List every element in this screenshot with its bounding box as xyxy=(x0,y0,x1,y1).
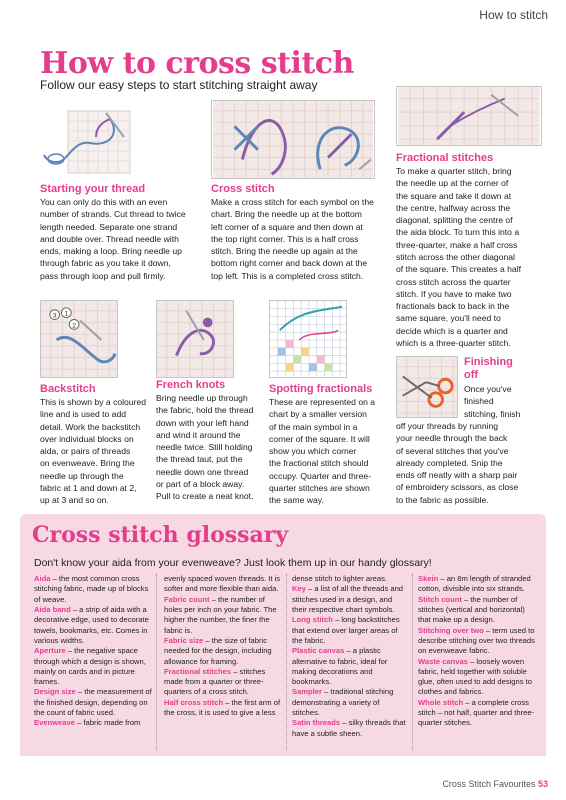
glossary-definition: – traditional stitching demonstrating a variety of stitches. xyxy=(292,687,394,718)
text-line: cross stitch across the quarter xyxy=(396,276,511,287)
text-line: three-quarter, make a half cross xyxy=(396,239,518,250)
text-line: bottom right corner and back down at the xyxy=(211,258,368,269)
glossary-entry xyxy=(292,687,408,718)
glossary-entry xyxy=(164,574,282,595)
text-line: the centre, halfway across the xyxy=(396,202,511,213)
text-line: of several stitches that you've xyxy=(396,445,509,456)
text-line: the same way. xyxy=(269,495,324,506)
text-line: corner of the square. It will xyxy=(269,433,370,444)
glossary-entry xyxy=(292,584,408,615)
glossary-entry xyxy=(418,698,538,729)
glossary-entry xyxy=(418,626,538,657)
text-line: Pull to create a neat knot. xyxy=(156,491,254,502)
glossary-entry xyxy=(164,595,282,636)
text-line: of embroidery scissors, as close xyxy=(396,482,519,493)
glossary-title: Cross stitch glossary xyxy=(32,522,289,548)
text-line: needle down one thread xyxy=(156,466,249,477)
finishing-title-line: Finishing xyxy=(464,356,513,368)
glossary-term: Aida xyxy=(34,574,51,583)
text-line: through fabric as you take it down, xyxy=(40,258,171,269)
text-line: Bring needle up through xyxy=(156,393,248,403)
glossary-definition: – the size of fabric needed for the design, including allowance for framing. xyxy=(164,635,272,666)
text-line: same square, you'll need to xyxy=(396,313,501,324)
french-knots-title: French knots xyxy=(156,379,226,391)
finishing-off-text xyxy=(396,420,546,506)
text-line: already completed. Snip the xyxy=(396,457,503,468)
glossary-entry xyxy=(164,636,282,667)
glossary-term: Half cross stitch xyxy=(164,697,224,707)
backstitch-image xyxy=(41,301,117,377)
text-line: occupy. Quarter and three- xyxy=(269,470,372,481)
glossary-panel xyxy=(20,514,546,756)
glossary-term: Aperture xyxy=(34,646,66,656)
text-line: the square and take it down at xyxy=(396,190,512,201)
text-line: pass through loop and pull firmly. xyxy=(40,270,166,281)
cross-stitch-illustration xyxy=(211,100,375,179)
glossary-column-1 xyxy=(34,574,152,729)
text-line: show you which corner xyxy=(269,446,357,457)
glossary-term: Evenweave xyxy=(34,718,75,728)
text-line: To make a quarter stitch, bring xyxy=(396,166,512,176)
glossary-column-3 xyxy=(292,574,408,739)
text-line: fractionals back to back in the xyxy=(396,301,510,312)
fractional-illustration-second xyxy=(396,100,542,148)
french-knots-text xyxy=(156,392,268,503)
backstitch-label-1: 1 xyxy=(64,310,69,318)
text-line: decide which is a quarter and xyxy=(396,325,508,336)
finishing-off-narrow-text xyxy=(464,383,546,420)
glossary-definition: – stitches made from a quarter or three-quarters of a cross stitch. xyxy=(164,666,266,697)
glossary-entry xyxy=(418,574,538,595)
text-line: needle twice. Still holding xyxy=(156,442,253,453)
glossary-definition: – term used to describe stitching over two threads on evenweave fabric. xyxy=(418,625,535,656)
backstitch-title: Backstitch xyxy=(40,383,96,395)
glossary-term: Key xyxy=(292,584,306,594)
text-line: of the square. This creates a half xyxy=(396,264,521,275)
page-number: 53 xyxy=(537,779,548,789)
text-line: down with your left hand xyxy=(156,417,249,428)
glossary-definition: dense stitch to lighter areas. xyxy=(292,574,387,583)
glossary-definition: – an 8m length of stranded cotton, divisible into six strands. xyxy=(418,574,531,594)
intro-text: Follow our easy steps to start stitching straight away xyxy=(40,78,318,92)
text-line: needle up through the xyxy=(40,470,124,481)
glossary-subtitle: Don't know your aida from your evenweave? Just look them up in our handy glossary! xyxy=(34,557,432,569)
glossary-definition: – the measurement of the finished design, depending on the count of fabric used. xyxy=(34,687,152,718)
running-head: How to stitch xyxy=(479,8,548,22)
glossary-entry xyxy=(34,574,152,605)
fractional-stitches-text xyxy=(396,165,546,349)
text-line: line and is used to add xyxy=(40,409,127,420)
spotting-fractionals-text xyxy=(269,396,389,507)
text-line: the fabric, hold the thread xyxy=(156,405,254,416)
text-line: on evenweave. Bring the xyxy=(40,458,135,469)
text-line: stitch across the other diagonal xyxy=(396,251,515,262)
glossary-definition: – a plastic alternative to fabric, ideal for making decorations and bookmarks. xyxy=(292,646,388,687)
glossary-entry xyxy=(292,615,408,646)
glossary-definition: – the number of holes per inch on your fabric. The higher the number, the finer the fabric is. xyxy=(164,594,277,635)
text-line: Make a cross stitch for each symbol on the xyxy=(211,197,374,207)
starting-thread-title: Starting your thread xyxy=(40,183,146,195)
glossary-entry xyxy=(418,595,538,626)
glossary-entry xyxy=(292,574,408,584)
spotting-fractionals-illustration xyxy=(269,300,347,378)
publication-name: Cross Stitch Favourites xyxy=(442,779,536,789)
glossary-definition: – the most common cross stitching fabric, made up of blocks of weave. xyxy=(34,574,149,604)
finishing-title-line: off xyxy=(464,368,479,381)
text-line: left corner of a square and then down at xyxy=(211,221,363,232)
glossary-divider xyxy=(286,574,287,750)
text-line: ends off neatly with a sharp pair xyxy=(396,470,518,481)
text-line: These are represented on a xyxy=(269,397,376,407)
glossary-entry xyxy=(418,657,538,698)
text-line: top left. This is a completed cross stitch. xyxy=(211,270,364,281)
text-line: up at 3 and so on. xyxy=(40,495,109,506)
finishing-off-illustration xyxy=(396,356,458,418)
fractional-stitches-title: Fractional stitches xyxy=(396,152,494,164)
glossary-term: Aida band xyxy=(34,604,71,614)
glossary-definition: – the first arm of the cross, it is used to give a less xyxy=(164,697,281,718)
text-line: the top right corner. This is a half cross xyxy=(211,233,359,244)
spotting-fractionals-title: Spotting fractionals xyxy=(269,383,373,395)
text-line: the fractional stitch should xyxy=(269,458,369,469)
glossary-definition: – long backstitches that extend over larger areas of the fabric. xyxy=(292,615,400,645)
text-line: stitch. Bring the needle up again at the xyxy=(211,246,358,257)
glossary-definition: – a list of all the threads and stitches used in a design, and their respective chart symbols. xyxy=(292,584,404,614)
text-line: and wind it around the xyxy=(156,429,241,440)
glossary-divider xyxy=(156,574,157,750)
backstitch-illustration xyxy=(40,300,118,378)
glossary-term: Satin threads xyxy=(292,718,341,728)
cross-stitch-text xyxy=(211,196,383,282)
text-line: the needle up at the corner of xyxy=(396,178,509,189)
text-line: fabric at 1 and down at 2, xyxy=(40,482,137,493)
glossary-term: Stitch count xyxy=(418,594,462,604)
french-knots-illustration xyxy=(156,300,234,378)
glossary-entry xyxy=(34,605,152,646)
glossary-entry xyxy=(292,646,408,687)
text-line: stitch. If you have to make two xyxy=(396,288,512,299)
glossary-term: Plastic canvas xyxy=(292,646,345,656)
glossary-term: Waste canvas xyxy=(418,656,468,666)
text-line: to the fabric as possible. xyxy=(396,494,489,505)
page-title: How to cross stitch xyxy=(40,46,354,81)
text-line: finished xyxy=(464,396,494,407)
text-line: your needle through the back xyxy=(396,433,508,444)
text-line: over individual blocks on xyxy=(40,433,134,444)
glossary-term: Skein xyxy=(418,574,439,583)
page-footer xyxy=(442,779,548,789)
glossary-definition: – a strip of aida with a decorative edge, used to decorate towels, bookmarks, etc. Comes in various widths. xyxy=(34,604,149,645)
glossary-definition: – a complete cross stitch – not half, quarter and three-quarter stitches. xyxy=(418,697,535,728)
backstitch-text xyxy=(40,396,152,507)
glossary-definition: – loosely woven fabric, held together with soluble glue, often used to add designs to clothes and fabrics. xyxy=(418,656,532,697)
glossary-term: Fractional stitches xyxy=(164,666,232,676)
backstitch-label-3: 3 xyxy=(52,312,57,320)
text-line: the thread taut, put the xyxy=(156,454,243,465)
text-line: or part of a block away. xyxy=(156,478,245,489)
starting-thread-illustration xyxy=(40,103,204,179)
text-line: ends, making a loop. Bring needle up xyxy=(40,246,182,257)
glossary-entry xyxy=(34,646,152,687)
needle-loop-image xyxy=(40,103,204,179)
text-line: aida, or pairs of threads xyxy=(40,446,131,457)
text-line: the aida block. To turn this into a xyxy=(396,227,520,238)
text-line: and double over. Thread needle with xyxy=(40,233,179,244)
scissors-image xyxy=(397,357,457,417)
text-line: quarter stitches are shown xyxy=(269,482,370,493)
glossary-column-4 xyxy=(418,574,538,729)
glossary-term: Long stitch xyxy=(292,615,333,625)
text-line: This is shown by a coloured xyxy=(40,397,147,407)
text-line: You can only do this with an even xyxy=(40,197,168,207)
glossary-definition: – silky threads that have a subtle sheen. xyxy=(292,718,406,738)
glossary-definition: evenly spaced woven threads. It is softer and more flexible than aida. xyxy=(164,574,281,594)
text-line: stitching, finish xyxy=(464,408,521,419)
glossary-entry xyxy=(292,718,408,739)
glossary-term: Fabric size xyxy=(164,635,204,645)
text-line: length needed. Separate one strand xyxy=(40,221,178,232)
glossary-definition: – the negative space through which a design is shown, mainly on cards and in picture frames. xyxy=(34,646,146,687)
cross-stitch-title: Cross stitch xyxy=(211,183,275,195)
text-line: Once you've xyxy=(464,384,512,394)
text-line: of the main symbol in a xyxy=(269,421,358,432)
text-line: diagonal, splitting the centre of xyxy=(396,215,513,226)
starting-thread-text xyxy=(40,196,208,282)
glossary-term: Fabric count xyxy=(164,594,210,604)
finishing-off-title xyxy=(464,356,513,381)
text-line: off your threads by running xyxy=(396,421,499,431)
text-line: chart. Bring the needle up at the bottom xyxy=(211,209,362,220)
text-line: chart by a smaller version xyxy=(269,409,367,420)
glossary-term: Stitching over two xyxy=(418,625,484,635)
glossary-entry xyxy=(164,667,282,698)
cross-stitch-image xyxy=(212,101,374,178)
text-line: number of strands. Cut thread to twice xyxy=(40,209,186,220)
glossary-entry xyxy=(164,698,282,719)
text-line: which is a three-quarter stitch. xyxy=(396,337,511,348)
glossary-column-2 xyxy=(164,574,282,718)
glossary-entry xyxy=(34,718,152,728)
backstitch-label-2: 2 xyxy=(72,322,77,330)
french-knot-image xyxy=(157,301,233,377)
glossary-definition: – the number of stitches (vertical and horizontal) that make up a design. xyxy=(418,594,525,625)
chart-symbols-image xyxy=(270,301,346,377)
glossary-term: Whole stitch xyxy=(418,697,464,707)
glossary-divider xyxy=(412,574,413,750)
text-line: detail. Work the backstitch xyxy=(40,421,141,432)
glossary-term: Sampler xyxy=(292,687,322,697)
glossary-term: Design size xyxy=(34,687,76,697)
glossary-entry xyxy=(34,687,152,718)
glossary-definition: – fabric made from xyxy=(74,718,141,728)
